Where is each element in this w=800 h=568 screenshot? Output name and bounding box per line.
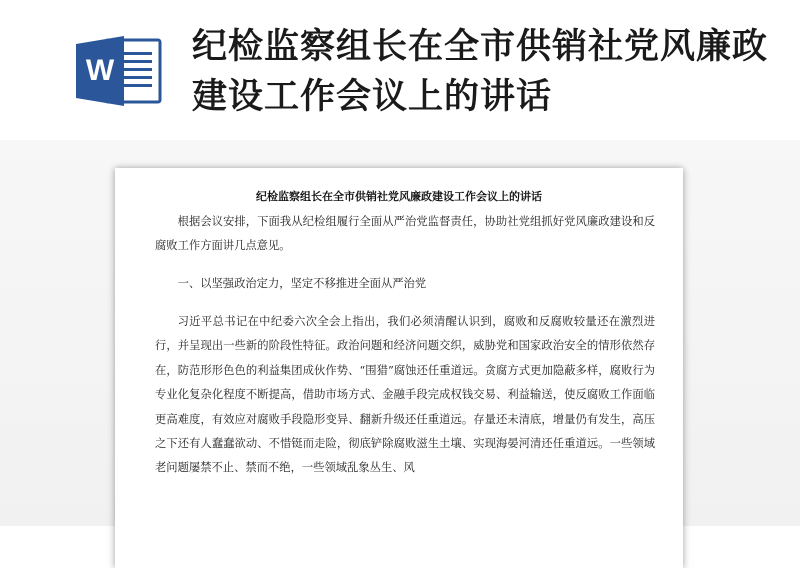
- word-icon-letter: W: [85, 54, 115, 87]
- word-icon: [76, 34, 164, 108]
- paragraph-body: 习近平总书记在中纪委六次全会上指出，我们必须清醒认识到，腐败和反腐败较量还在激烈进行，并呈现出一些新的阶段性特征。政治问题和经济问题交织，威胁党和国家政治安全的情形依然存在，防范形形色色的利益集团成伙作势、“围猎”腐蚀还任重道远。贪腐方式更加隐蔽多样，腐败行为专业化复杂化程度不断提高，借助市场方式、金融手段完成权钱交易、利益输送，使反腐败工作面临更高难度，有效应对腐败手段隐形变异、翻新升级还任重道远。存量还未清底，增量仍有发生，高压之下还有人蠢蠢欲动、不惜铤而走险，彻底铲除腐败滋生土壤、实现海晏河清还任重道远。一些领域老问题屡禁不止、禁而不绝，一些领域乱象丛生、风: [155, 315, 655, 475]
- paragraph-intro: 根据会议安排，下面我从纪检组履行全面从严治党监督责任，协助社党组抓好党风廉政建设和反腐败工作方面讲几点意见。: [155, 215, 655, 253]
- section-heading: 一、以坚强政治定力，坚定不移推进全面从严治党: [177, 277, 427, 290]
- document-title: 纪检监察组长在全市供销社党风廉政建设工作会议上的讲话: [256, 190, 542, 203]
- header-title: 纪检监察组长在全市供销社党风廉政建设工作会议上的讲话: [192, 27, 769, 117]
- header-banner: [0, 0, 800, 140]
- document-page: [115, 168, 683, 568]
